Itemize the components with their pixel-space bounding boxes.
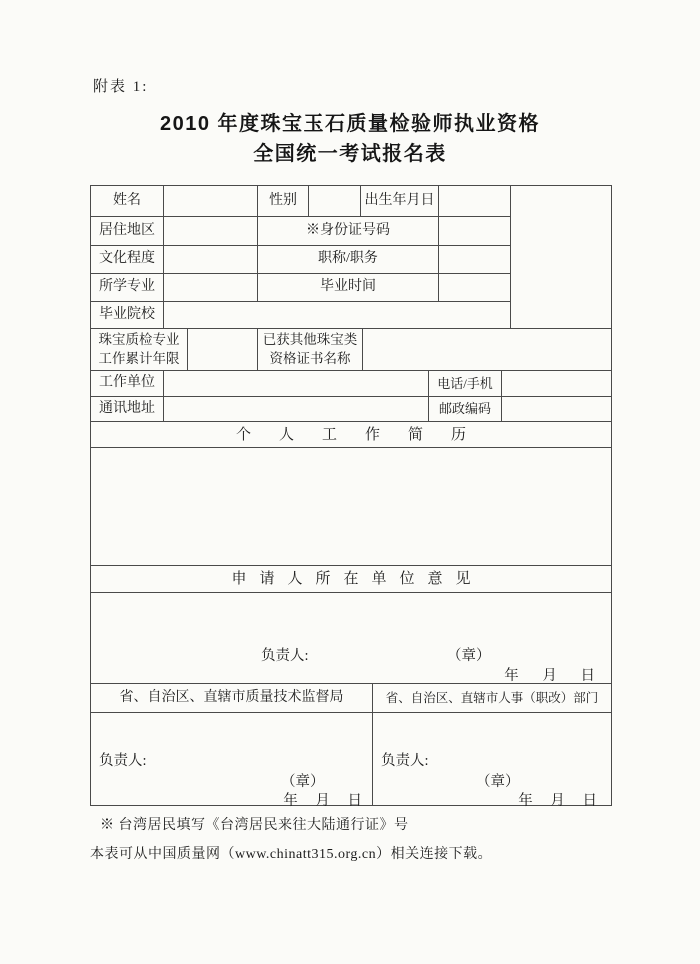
taiwan-footnote: ※ 台湾居民填写《台湾居民来往大陆通行证》号 (100, 818, 409, 833)
download-footnote: 本表可从中国质量网（www.chinatt315.org.cn）相关连接下载。 (90, 847, 493, 862)
dept-date-line (518, 789, 597, 810)
day-label: 日 (582, 793, 597, 809)
other-certs-label-line1: 已获其他珠宝类 (262, 332, 358, 348)
postal-code-field[interactable] (502, 397, 612, 422)
bureau-seal-label: （章） (281, 774, 325, 790)
form-title-line2: 全国统一考试报名表 (253, 143, 447, 165)
personnel-dept-field[interactable] (373, 713, 612, 809)
year-label: 年 (504, 668, 519, 684)
unit-responsible-label: 负责人: (261, 648, 309, 664)
postal-code-label: 邮政编码 (429, 397, 502, 422)
education-label: 文化程度 (91, 246, 164, 274)
qc-years-label-line2: 工作累计年限 (98, 350, 180, 366)
bureau-date-line (283, 789, 362, 810)
day-label: 日 (580, 668, 595, 684)
major-label: 所学专业 (91, 274, 164, 302)
work-unit-label: 工作单位 (91, 371, 164, 397)
photo-box[interactable] (511, 186, 612, 329)
id-number-label: ※身份证号码 (258, 217, 439, 246)
unit-opinion-field[interactable] (91, 593, 612, 684)
annex-label: 附表 1: (93, 79, 149, 95)
address-label: 通讯地址 (91, 397, 164, 422)
other-certs-label (258, 329, 363, 371)
unit-opinion-header: 申请人所在单位意见 (91, 566, 612, 593)
work-unit-field[interactable] (164, 371, 429, 397)
qc-years-label (91, 329, 188, 371)
id-number-field[interactable] (439, 217, 511, 246)
graduation-time-field[interactable] (439, 274, 511, 302)
other-certs-field[interactable] (363, 329, 612, 371)
qc-years-field[interactable] (188, 329, 258, 371)
school-field[interactable] (164, 302, 511, 329)
month-label: 月 (542, 668, 557, 684)
name-field[interactable] (164, 186, 258, 217)
job-title-label: 职称/职务 (258, 246, 439, 274)
birth-date-label: 出生年月日 (361, 186, 439, 217)
gender-field[interactable] (309, 186, 361, 217)
residence-field[interactable] (164, 217, 258, 246)
address-field[interactable] (164, 397, 429, 422)
phone-label: 电话/手机 (429, 371, 502, 397)
bureau-responsible-label: 负责人: (99, 753, 147, 769)
other-certs-label-line2: 资格证书名称 (269, 350, 351, 366)
year-label: 年 (283, 793, 298, 809)
residence-label: 居住地区 (91, 217, 164, 246)
unit-seal-label: （章） (447, 648, 491, 664)
dept-responsible-label: 负责人: (381, 753, 429, 769)
graduation-time-label: 毕业时间 (258, 274, 439, 302)
birth-date-field[interactable] (439, 186, 511, 217)
qc-years-label-line1: 珠宝质检专业 (98, 332, 180, 348)
school-label: 毕业院校 (91, 302, 164, 329)
registration-form-table (90, 185, 612, 809)
education-field[interactable] (164, 246, 258, 274)
work-history-field[interactable] (91, 448, 612, 566)
month-label: 月 (550, 793, 565, 809)
year-label: 年 (518, 793, 533, 809)
personnel-dept-header: 省、自治区、直辖市人事（职改）部门 (373, 684, 612, 713)
gender-label: 性别 (258, 186, 309, 217)
month-label: 月 (315, 793, 330, 809)
day-label: 日 (347, 793, 362, 809)
quality-bureau-header: 省、自治区、直辖市质量技术监督局 (91, 684, 373, 713)
form-title-line1: 2010 年度珠宝玉石质量检验师执业资格 (159, 113, 541, 135)
name-label: 姓名 (91, 186, 164, 217)
dept-seal-label: （章） (476, 774, 520, 790)
phone-field[interactable] (502, 371, 612, 397)
unit-date-line (504, 664, 595, 685)
job-title-field[interactable] (439, 246, 511, 274)
major-field[interactable] (164, 274, 258, 302)
quality-bureau-field[interactable] (91, 713, 373, 809)
work-history-header: 个人工作简历 (91, 422, 612, 448)
